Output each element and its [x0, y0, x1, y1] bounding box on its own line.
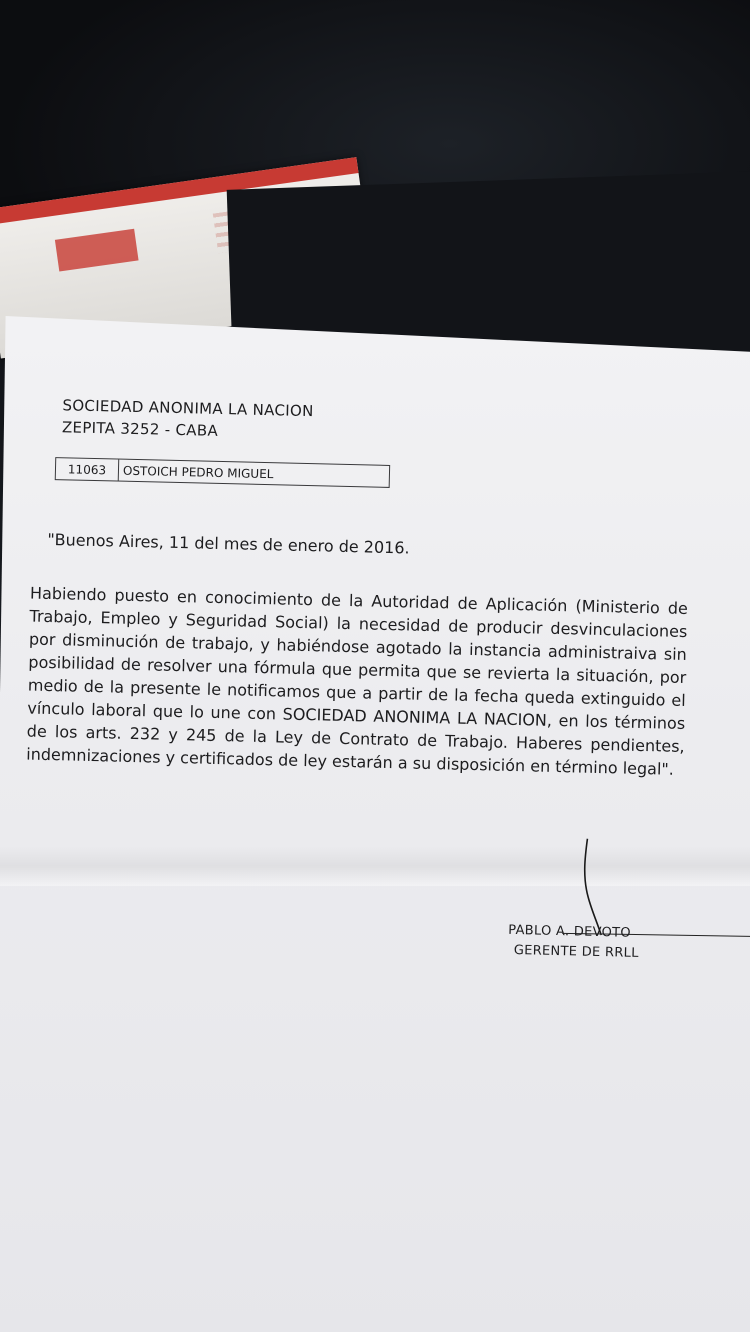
letter-date: "Buenos Aires, 11 del mes de enero de 2016. — [47, 529, 410, 558]
signer-title: GERENTE DE RRLL — [513, 943, 639, 961]
signature-mark — [567, 836, 629, 937]
employee-record-box — [55, 457, 390, 488]
employee-name: OSTOICH PEDRO MIGUEL — [122, 463, 274, 481]
signer-name: PABLO A. DEVOTO — [508, 922, 632, 941]
sender-name: SOCIEDAD ANONIMA LA NACION — [62, 396, 314, 421]
employee-id: 11063 — [56, 458, 119, 480]
sender-address: ZEPITA 3252 - CABA — [61, 418, 219, 440]
letter-body-paragraph: Habiendo puesto en conocimiento de la Autoridad de Aplicación (Ministerio de Trabajo, Empleo y Seguridad Social) la necesidad de producir desvinculaciones por disminución de trabajo, y habiéndose agotado la instancia administraiva sin posibilidad de resolver una fórmula que permita que se revierta la situación, por medio de la presente le notificamos que a partir de la fecha queda extinguido el vínculo laboral que lo une con SOCIEDAD ANONIMA LA NACION, en los términos de los arts. 232 y 245 de la Ley de Contrato de Trabajo. Haberes pendientes, indemnizaciones y certificados de ley estarán a su disposición en término legal". — [26, 583, 689, 779]
